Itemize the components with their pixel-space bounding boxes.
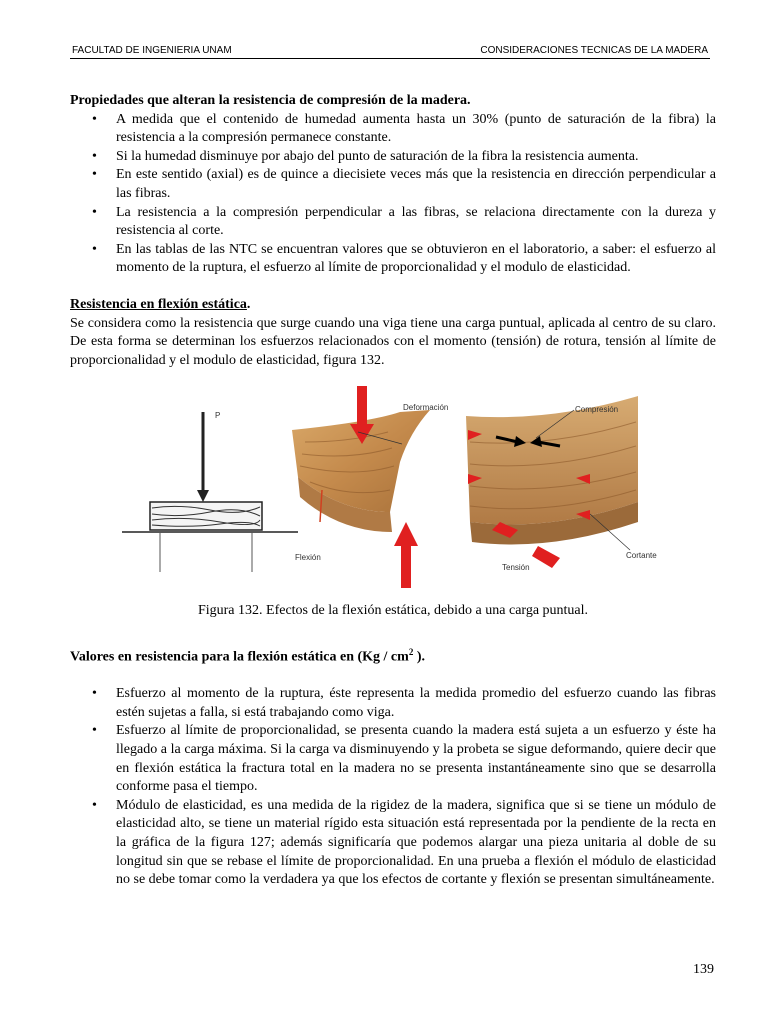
- list-item: • Si la humedad disminuye por abajo del punto de saturación de la fibra la resistencia aumenta.: [116, 148, 716, 167]
- section-values: [70, 643, 716, 890]
- list-item: • A medida que el contenido de humedad aumenta hasta un 30% (punto de saturación de la fibra) la resistencia a la compresión permanece constante.: [116, 111, 716, 148]
- header-right: CONSIDERACIONES TECNICAS DE LA MADERA: [480, 45, 708, 56]
- list-item: • Esfuerzo al momento de la ruptura, éste representa la medida promedio del esfuerzo cuando las fibras estén sujetas a falla, si está trabajando como viga.: [116, 685, 716, 722]
- list-item: • Esfuerzo al límite de proporcionalidad, se presenta cuando la madera está sujeta a un esfuerzo y éste ha llegado a la carga máxima. Si la carga va disminuyendo y la probeta se sigue deformando, quiere decir que en flexión estática la fractura total en la madera no se presenta instantáneamente sino que se desarrolla conforme pasa el tiempo.: [116, 722, 716, 796]
- header-left: FACULTAD DE INGENIERIA UNAM: [72, 45, 232, 56]
- bullet-list: [70, 685, 716, 890]
- label-cortante: Cortante: [626, 551, 657, 561]
- list-item: • En este sentido (axial) es de quince a diecisiete veces más que la resistencia en dirección perpendicular a las fibras.: [116, 166, 716, 203]
- section-title: Propiedades que alteran la resistencia de compresión de la madera.: [70, 93, 471, 108]
- label-deformacion: Deformación: [403, 403, 449, 413]
- section-flexion: [70, 296, 716, 621]
- section-compression: [70, 92, 716, 278]
- beam-diagram: [122, 411, 298, 572]
- page-header: [70, 44, 710, 59]
- bullet-list: [70, 111, 716, 278]
- deformation-block: [292, 386, 448, 588]
- list-item: • En las tablas de las NTC se encuentran valores que se obtuvieron en el laboratorio, a saber: el esfuerzo al momento de la ruptura, el esfuerzo al límite de proporcionalidad y el modulo de elasticidad.: [116, 241, 716, 278]
- label-p: P: [215, 411, 221, 421]
- list-item: • La resistencia a la compresión perpendicular a las fibras, se relaciona directamente con la dureza y resistencia al corte.: [116, 204, 716, 241]
- page-content: [70, 92, 716, 890]
- list-item: • Módulo de elasticidad, es una medida de la rigidez de la madera, significa que si se tiene un módulo de elasticidad alto, se tiene un material rígido esta situación está representada por la pendiente de la recta en la gráfica de la figura 127; además significaría que podemos alargar una pieza unitaria al doble de su longitud sin que se rebase el límite de proporcionalidad. En una prueba a flexión el módulo de elasticidad no se debe tomar como la verdadera ya que los efectos de cortante y flexión se presentan simultáneamente.: [116, 797, 716, 890]
- section-title: Valores en resistencia para la flexión estática en ($Kg / cm^2$ ).: [70, 646, 425, 665]
- paragraph: Se considera como la resistencia que surge cuando una viga tiene una carga puntual, aplicada al centro de su claro. De esta forma se determinan los esfuerzos relacionados con el momento (tensión) de rotura, tensión al límite de proporcionalidad y el modulo de elasticidad, figura 132.: [70, 315, 716, 368]
- label-flexion: Flexión: [295, 553, 321, 563]
- page-number: 139: [693, 962, 714, 977]
- compression-block: [466, 396, 657, 572]
- figure-132: [70, 382, 710, 598]
- figure-illustration: [70, 382, 710, 598]
- label-tension: Tensión: [502, 563, 530, 573]
- label-compresion: Compresión: [575, 405, 619, 415]
- section-title: Resistencia en flexión estática.: [70, 296, 251, 312]
- figure-caption: Figura 132. Efectos de la flexión estática, debido a una carga puntual.: [197, 603, 589, 619]
